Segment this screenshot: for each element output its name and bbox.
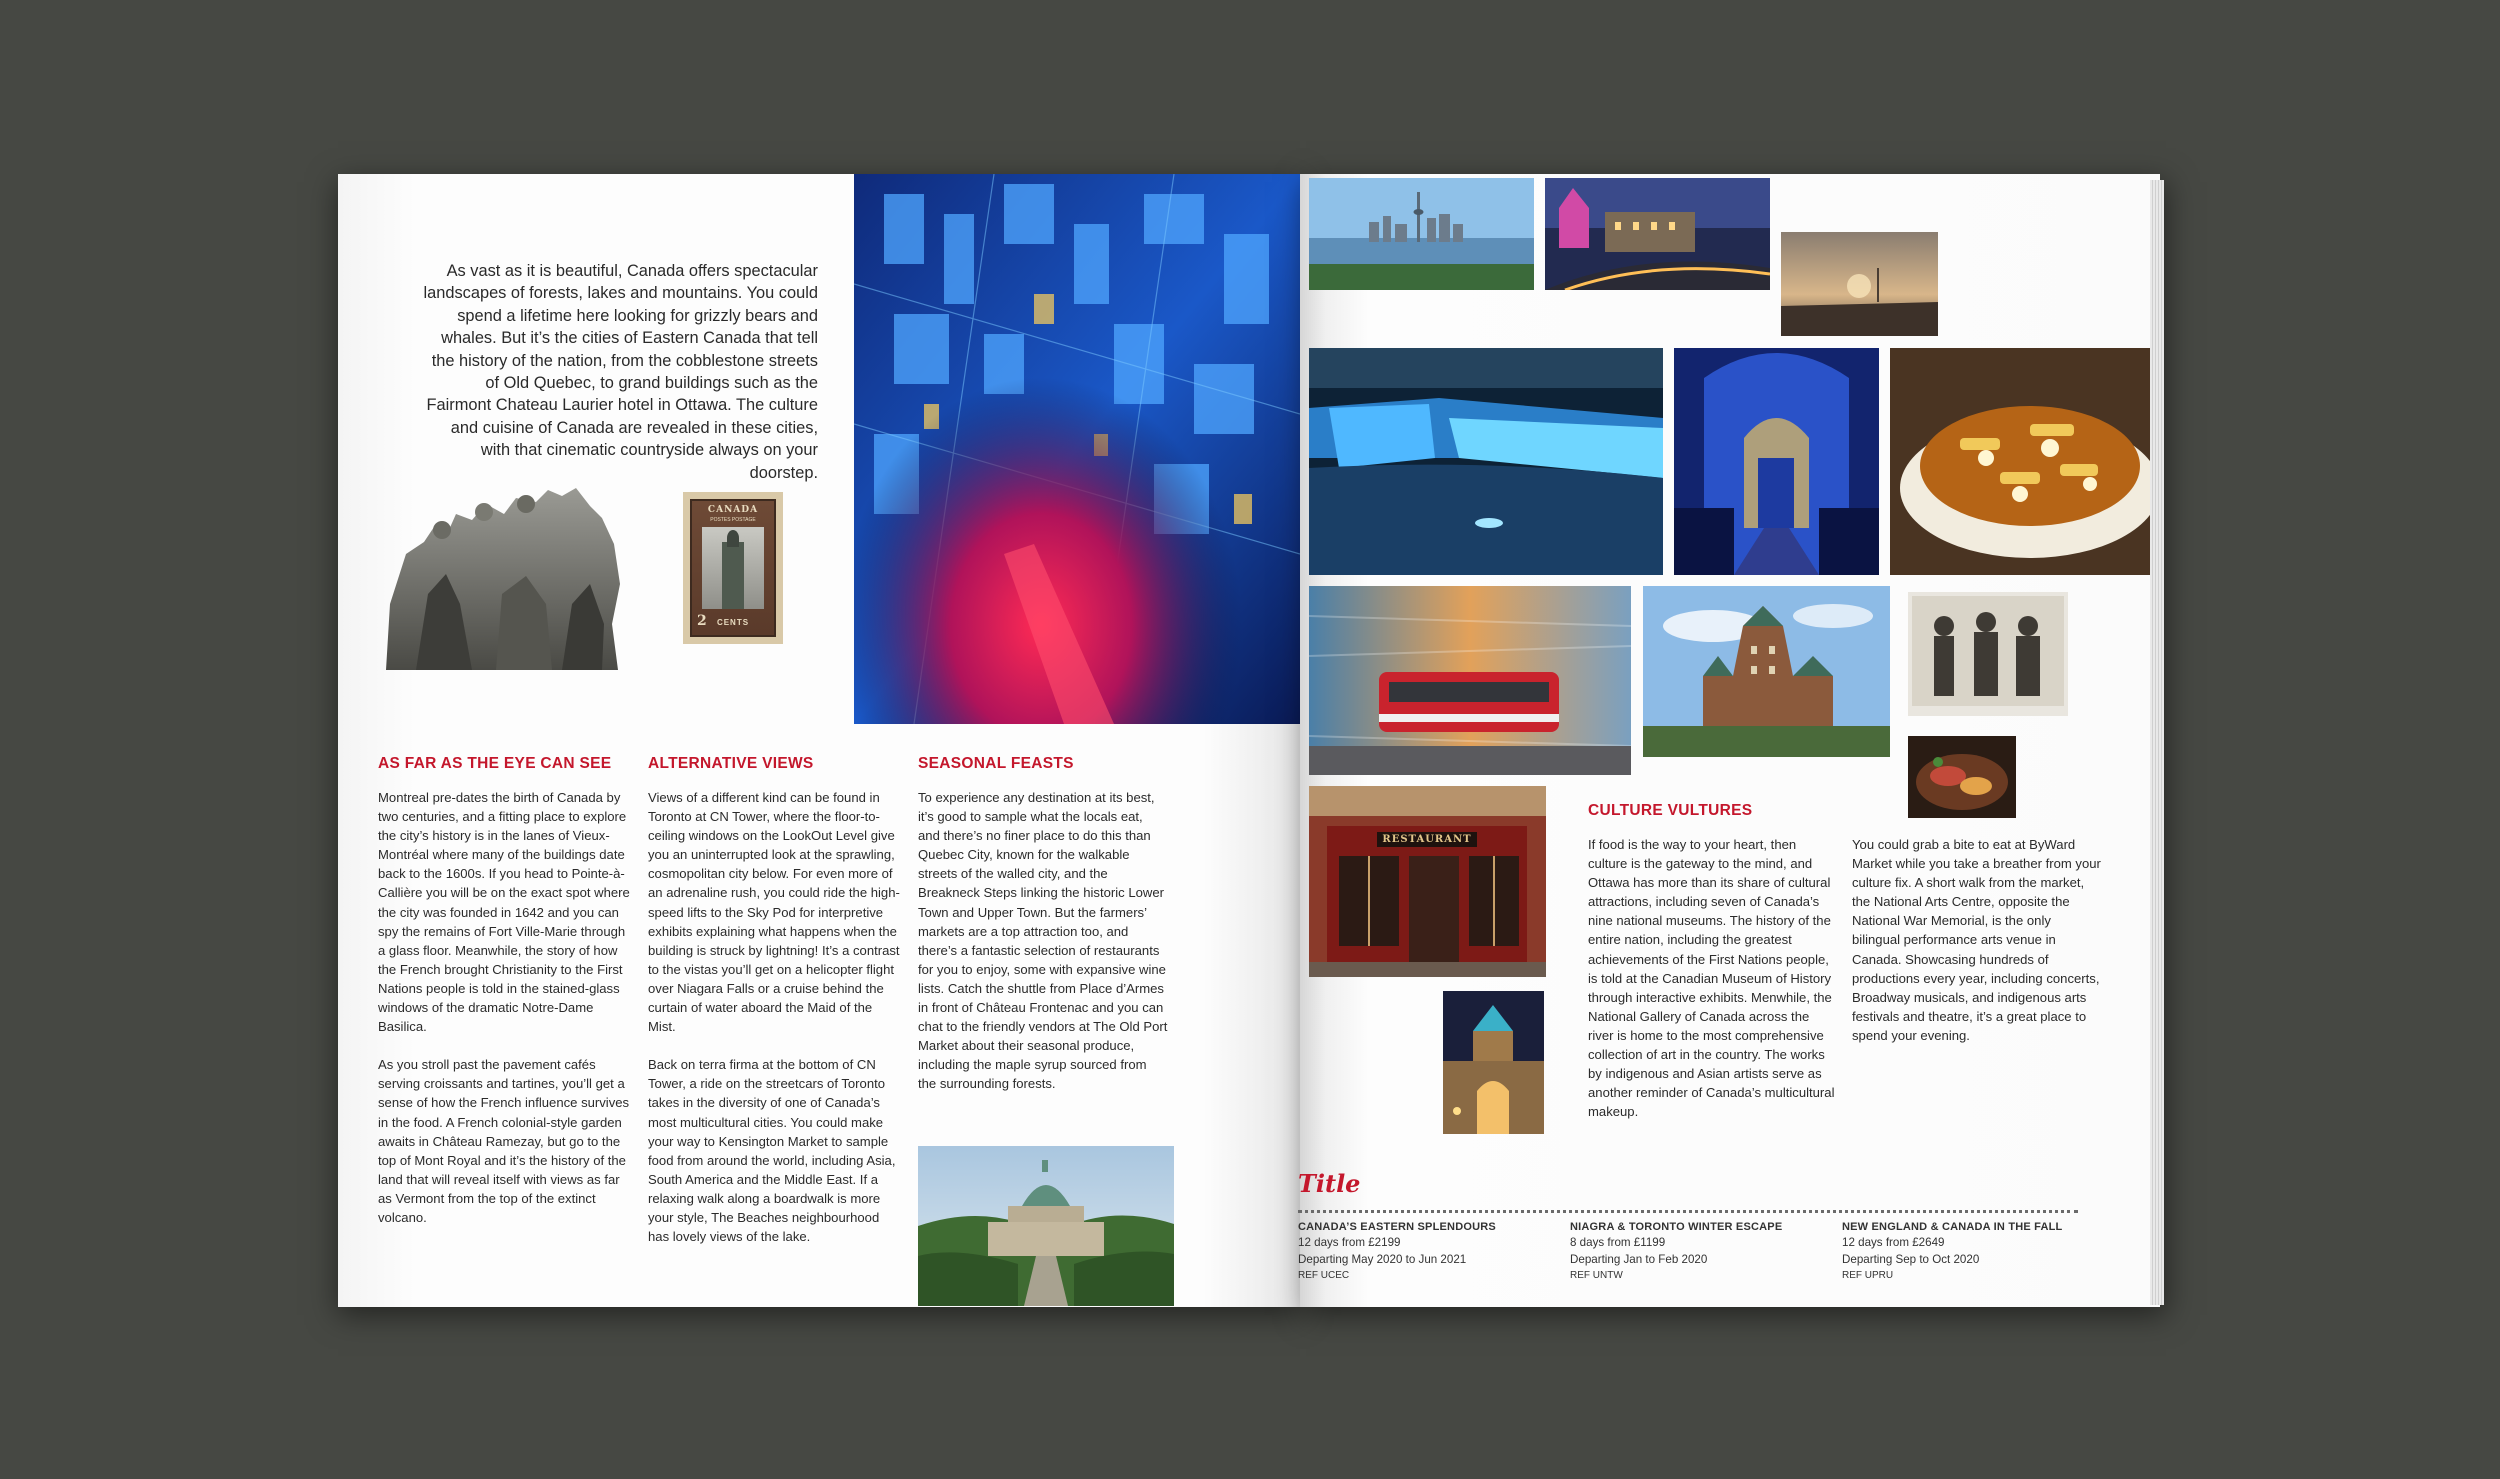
tour-ref: REF UNTW (1570, 1270, 1623, 1281)
tour-dates: Departing May 2020 to Jun 2021 (1298, 1252, 1467, 1266)
war-memorial-statue-image (376, 484, 626, 670)
intro-paragraph: As vast as it is beautiful, Canada offers spectacular landscapes of forests, lakes and mountains. You could spend a lifetime here looking for grizzly bears and whales. But it’s the cities of Eastern Canada that tell the history of the nation, from the cobblestone streets of Old Quebec, to grand buildings such as the Fairmont Chateau Laurier hotel in Ottawa. The culture and cuisine of Canada are revealed in these cities, with that cinematic countryside always on your doorstep. (423, 262, 818, 482)
tour-item (1570, 1219, 1820, 1284)
stamp-cents-text: CENTS (716, 618, 750, 627)
stamp-country-text: CANADA (707, 505, 759, 515)
left-page (338, 174, 1300, 1307)
heading-as-far-as-the-eye-can-see: AS FAR AS THE EYE CAN SEE (378, 755, 612, 772)
toronto-aerial-night-image (854, 174, 1300, 724)
tour-name: NEW ENGLAND & CANADA IN THE FALL (1842, 1221, 2063, 1233)
page-edge (2150, 180, 2164, 1305)
toronto-skyline-image (1309, 178, 1534, 290)
stamp-sub-text: POSTES POSTAGE (710, 517, 756, 523)
stamp-value-text: 2 (697, 613, 707, 629)
tour-ref: REF UPRU (1842, 1270, 1894, 1281)
paragraph: As you stroll past the pavement cafés serving croissants and tartines, you’ll get a sense of how the French influence survives in the food. A French colonial-style garden awaits in Château Ramezay, but go to the top of Mont Royal and it’s the history of the land that will reveal itself with views as far as Vermont from the top of the extinct volcano. (378, 1057, 630, 1225)
restaurant-sign-text: RESTAURANT (1377, 832, 1477, 847)
restaurant-facade-image (1309, 786, 1546, 977)
chateau-frontenac-image (1643, 586, 1890, 757)
text-column-feasts (918, 788, 1168, 1113)
tour-item (1842, 1219, 2092, 1284)
tour-ref: REF UCEC (1298, 1270, 1350, 1281)
paragraph: To experience any destination at its best, it’s good to sample what the locals eat, and there’s no finer place to do this than Quebec City, known for the walkable streets of the walled city, and the Breakneck Steps linking the historic Lower Town and Upper Town. But the farmers’ markets are a top attraction too, and there’s a fantastic selection of restaurants for you to enjoy, some with expansive wine lists. Catch the shuttle from Place d’Armes in front of Château Frontenac and you can chat to the friendly vendors at The Old Port Market about their seasonal produce, including the maple syrup sourced from the surrounding forests. (918, 790, 1168, 1092)
tour-name: CANADA’S EASTERN SPLENDOURS (1298, 1221, 1496, 1233)
heading-seasonal-feasts: SEASONAL FEASTS (918, 755, 1074, 772)
right-page (1300, 174, 2160, 1307)
foggy-sunrise-skyline-image (1781, 232, 1938, 336)
tours-title: Title (1298, 1169, 1361, 1198)
tour-dates: Departing Jan to Feb 2020 (1570, 1252, 1708, 1266)
tour-price: 12 days from £2649 (1842, 1236, 1945, 1249)
tour-name: NIAGRA & TORONTO WINTER ESCAPE (1570, 1221, 1783, 1233)
ottawa-parliament-night-image (1545, 178, 1770, 290)
text-column-culture-1 (1588, 835, 1838, 1140)
postage-stamp-image (683, 492, 783, 644)
niagara-falls-night-image (1309, 348, 1663, 575)
heading-alternative-views: ALTERNATIVE VIEWS (648, 755, 814, 772)
text-column-eye (378, 788, 630, 1246)
tour-dates: Departing Sep to Oct 2020 (1842, 1252, 1980, 1266)
maple-cured-food-image (1908, 736, 2016, 818)
saint-josephs-oratory-image (918, 1146, 1174, 1306)
first-nations-engraving-image (1908, 592, 2068, 716)
tour-price: 12 days from £2199 (1298, 1236, 1401, 1249)
paragraph: You could grab a bite to eat at ByWard Market while you take a breather from your culture fix. A short walk from the market, the National Arts Centre, opposite the National War Memorial, is the only bilingual performance arts venue in Canada. Showcasing hundreds of productions every year, including concerts, Broadway musicals, and indigenous arts festivals and theatre, it’s a great place to spend your evening. (1852, 837, 2101, 1043)
poutine-dish-image (1890, 348, 2152, 575)
paragraph: If food is the way to your heart, then culture is the gateway to the mind, and Ottawa has more than its share of cultural attractions, including seven of Canada’s nine national museums. The history of the entire nation, including the greatest achievements of the First Nations people, is told at the Canadian Museum of History through interactive exhibits. Menwhile, the National Gallery of Canada across the river is home to the most comprehensive collection of art in the country. The works by indigenous and Asian artists serve as another reminder of Canada’s multicultural makeup. (1588, 837, 1835, 1120)
paragraph: Montreal pre-dates the birth of Canada by two centuries, and a fitting place to explore the city’s history is in the lanes of Vieux-Montréal where many of the buildings date back to the 1600s. If you head to Pointe-à-Callière you will be on the exact spot where the city was founded in 1642 and you can spy the remains of Fort Ville-Marie through a glass floor. Meanwhile, the story of how the French brought Christianity to the First Nations people is told in the stained-glass windows of the dramatic Notre-Dame Basilica. (378, 790, 630, 1035)
notre-dame-basilica-interior-image (1674, 348, 1879, 575)
dotted-divider (1298, 1210, 2078, 1213)
paragraph: Views of a different kind can be found in Toronto at CN Tower, where the floor-to-ceiling windows on the LookOut Level give you an uninterrupted look at the sprawling, cosmopolitan city below. For even more of an adrenaline rush, you could ride the high-speed lifts to the Sky Pod for interpretive exhibits explaining what happens when the building is struck by lightning! It’s a contrast to the vistas you’ll get on a helicopter flight over Niagara Falls or a cruise behind the curtain of water aboard the Maid of the Mist. (648, 790, 900, 1035)
paragraph: Back on terra firma at the bottom of CN Tower, a ride on the streetcars of Toronto takes in the diversity of one of Canada’s most multicultural cities. You could make your way to Kensington Market to sample food from around the world, including Asia, South America and the Middle East. If a relaxing walk along a boardwalk is more your style, The Beaches neighbourhood has lovely views of the lake. (648, 1057, 896, 1245)
tour-item (1298, 1219, 1548, 1284)
quebec-city-gate-night-image (1443, 991, 1544, 1134)
tour-price: 8 days from £1199 (1570, 1236, 1666, 1249)
heading-culture-vultures: CULTURE VULTURES (1588, 802, 1753, 819)
text-column-views (648, 788, 900, 1265)
toronto-streetcar-image (1309, 586, 1631, 775)
text-column-culture-2 (1852, 835, 2102, 1064)
